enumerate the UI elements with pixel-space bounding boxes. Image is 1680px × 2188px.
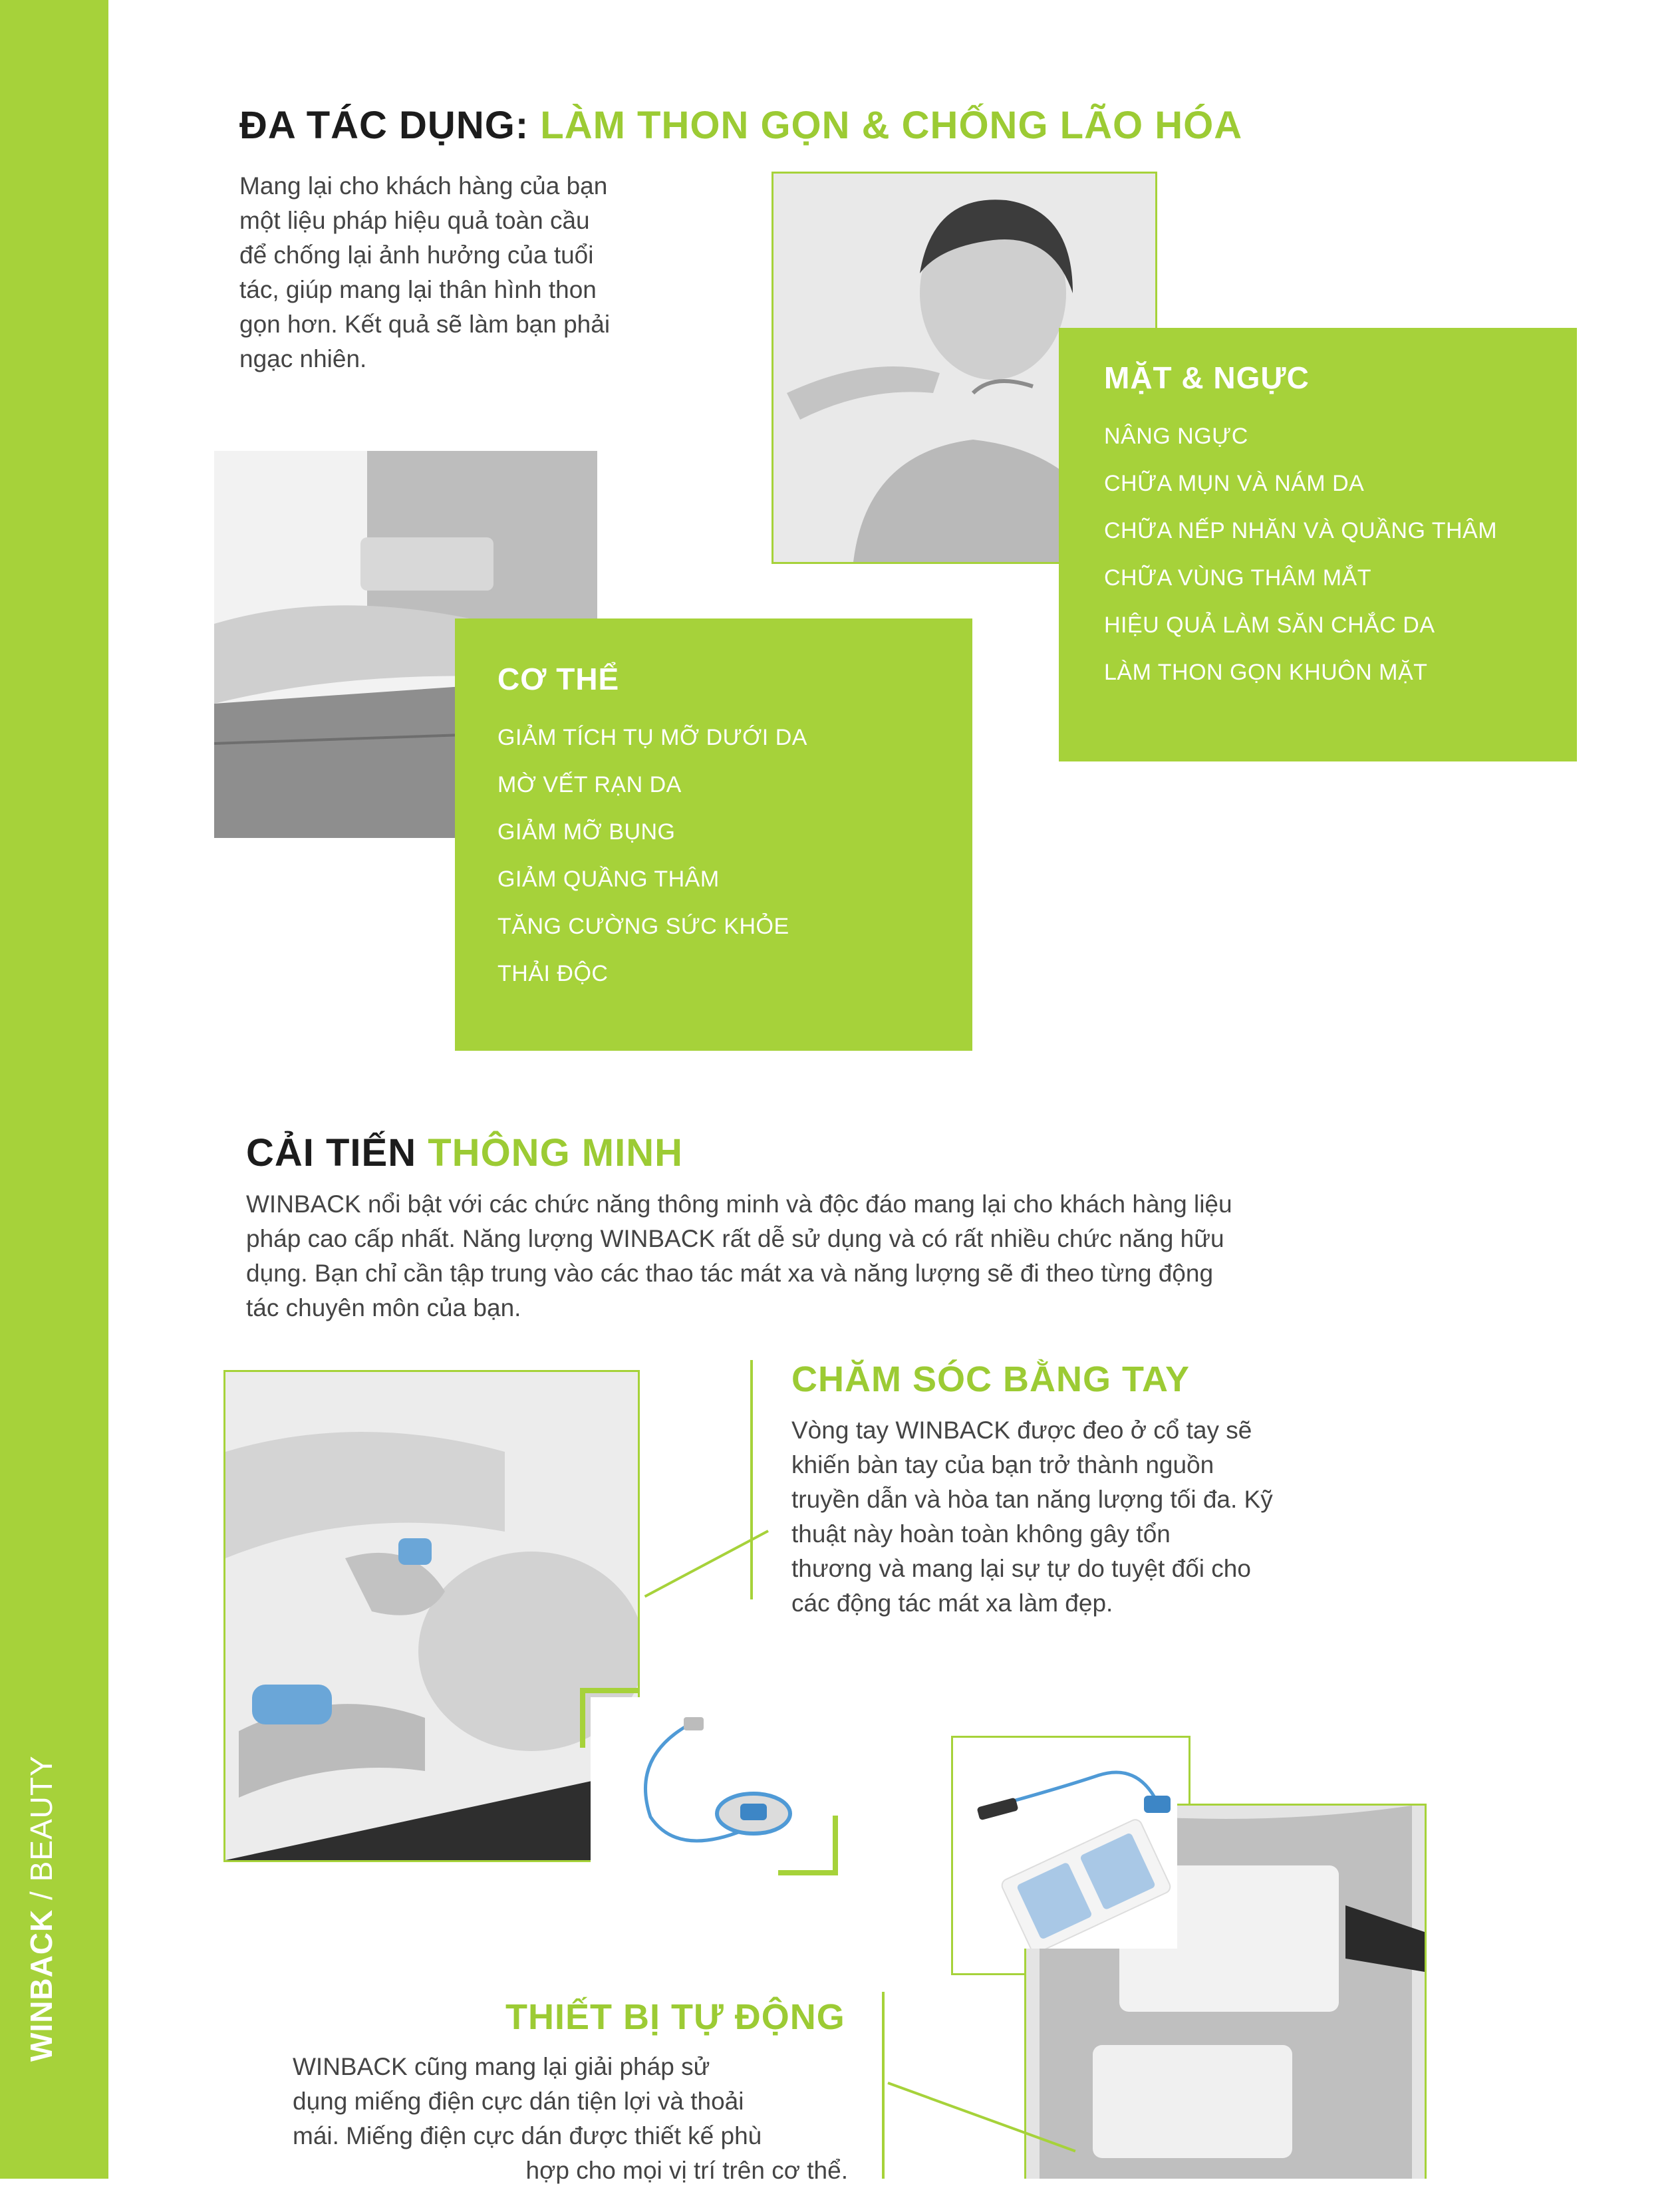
paragraph-line: Mang lại cho khách hàng của bạn xyxy=(239,172,608,200)
section1-title-dark: ĐA TÁC DỤNG: xyxy=(239,104,529,147)
facial-massage-image xyxy=(225,1372,638,1860)
section2-title xyxy=(246,1131,683,1175)
paragraph-line: khiến bàn tay của bạn trở thành nguồn xyxy=(791,1451,1214,1478)
section1-paragraph xyxy=(239,169,692,376)
paragraph-line: hợp cho mọi vị trí trên cơ thể. xyxy=(525,2157,848,2184)
body-box-item: GIẢM QUẦNG THÂM xyxy=(497,867,720,892)
face-box-item: HIỆU QUẢ LÀM SĂN CHẮC DA xyxy=(1104,613,1435,638)
section1-title-green: LÀM THON GỌN & CHỐNG LÃO HÓA xyxy=(540,104,1243,147)
wristband-inset xyxy=(591,1697,830,1867)
paragraph-line: dụng. Bạn chỉ cần tập trung vào các thao tác mát xa và năng lượng sẽ đi theo từng động xyxy=(246,1260,1214,1287)
body-box-item: TĂNG CƯỜNG SỨC KHỎE xyxy=(497,914,789,939)
paragraph-line: các động tác mát xa làm đẹp. xyxy=(791,1589,1113,1617)
hand-care-paragraph xyxy=(791,1413,1347,1621)
paragraph-line: WINBACK nổi bật với các chức năng thông minh và độc đáo mang lại cho khách hàng liệu xyxy=(246,1190,1232,1218)
sidebar-label xyxy=(23,1755,59,2062)
corner-accent xyxy=(778,1870,838,1875)
paragraph-line: để chống lại ảnh hưởng của tuổi xyxy=(239,241,594,269)
pad-inset xyxy=(964,1749,1177,1949)
section2-paragraph xyxy=(246,1187,1430,1325)
paragraph-line: mái. Miếng điện cực dán được thiết kế phù xyxy=(293,2122,762,2149)
paragraph-line: thuật này hoàn toàn không gây tổn xyxy=(791,1520,1171,1548)
body-box xyxy=(455,618,972,1051)
electrode-pad-image xyxy=(964,1749,1177,1949)
section1-title xyxy=(239,103,1242,148)
face-box-item: NÂNG NGỰC xyxy=(1104,424,1248,449)
hand-care-title: CHĂM SÓC BẰNG TAY xyxy=(791,1359,1190,1399)
paragraph-line: một liệu pháp hiệu quả toàn cầu xyxy=(239,207,590,234)
face-box-title: MẶT & NGỰC xyxy=(1104,360,1310,395)
connector-line xyxy=(750,1360,753,1599)
paragraph-line: tác chuyên môn của bạn. xyxy=(246,1294,521,1321)
face-box-item: CHỮA VÙNG THÂM MẮT xyxy=(1104,565,1371,591)
brand-name: WINBACK xyxy=(24,1909,59,2062)
paragraph-line: pháp cao cấp nhất. Năng lượng WINBACK rất dễ sử dụng và có rất nhiều chức năng hữu xyxy=(246,1225,1224,1252)
corner-accent xyxy=(833,1816,838,1875)
paragraph-line: gọn hơn. Kết quả sẽ làm bạn phải xyxy=(239,311,611,338)
corner-accent xyxy=(580,1688,585,1748)
section-name: BEAUTY xyxy=(24,1755,59,1882)
paragraph-line: dụng miếng điện cực dán tiện lợi và thoải xyxy=(293,2088,744,2115)
paragraph-line: WINBACK cũng mang lại giải pháp sử xyxy=(293,2053,710,2080)
face-box-item: LÀM THON GỌN KHUÔN MẶT xyxy=(1104,660,1428,685)
face-box-item: CHỮA MỤN VÀ NÁM DA xyxy=(1104,471,1365,496)
paragraph-line: ngạc nhiên. xyxy=(239,345,367,372)
body-box-item: THẢI ĐỘC xyxy=(497,961,609,986)
body-box-item: GIẢM TÍCH TỤ MỠ DƯỚI DA xyxy=(497,725,807,750)
paragraph-line: tác, giúp mang lại thân hình thon xyxy=(239,276,597,303)
paragraph-line: Vòng tay WINBACK được đeo ở cổ tay sẽ xyxy=(791,1417,1252,1444)
body-box-item: GIẢM MỠ BỤNG xyxy=(497,819,676,845)
hand-photo xyxy=(225,1372,638,1860)
brand-separator: / xyxy=(24,1881,59,1909)
auto-device-title: THIẾT BỊ TỰ ĐỘNG xyxy=(505,1997,845,2037)
connector-line xyxy=(882,1992,885,2179)
section2-title-green: THÔNG MINH xyxy=(428,1131,683,1174)
body-box-title: CƠ THỂ xyxy=(497,662,620,696)
body-box-item: MỜ VẾT RẠN DA xyxy=(497,772,682,797)
face-chest-box xyxy=(1059,328,1577,761)
section2-title-dark: CẢI TIẾN xyxy=(246,1131,417,1174)
paragraph-line: truyền dẫn và hòa tan năng lượng tối đa. Kỹ xyxy=(791,1486,1273,1513)
paragraph-line: thương và mang lại sự tự do tuyệt đối cho xyxy=(791,1555,1251,1582)
wristband-image xyxy=(591,1697,830,1867)
face-box-item: CHỮA NẾP NHĂN VÀ QUẦNG THÂM xyxy=(1104,518,1498,543)
auto-device-paragraph xyxy=(293,2050,848,2188)
corner-accent xyxy=(580,1688,640,1693)
